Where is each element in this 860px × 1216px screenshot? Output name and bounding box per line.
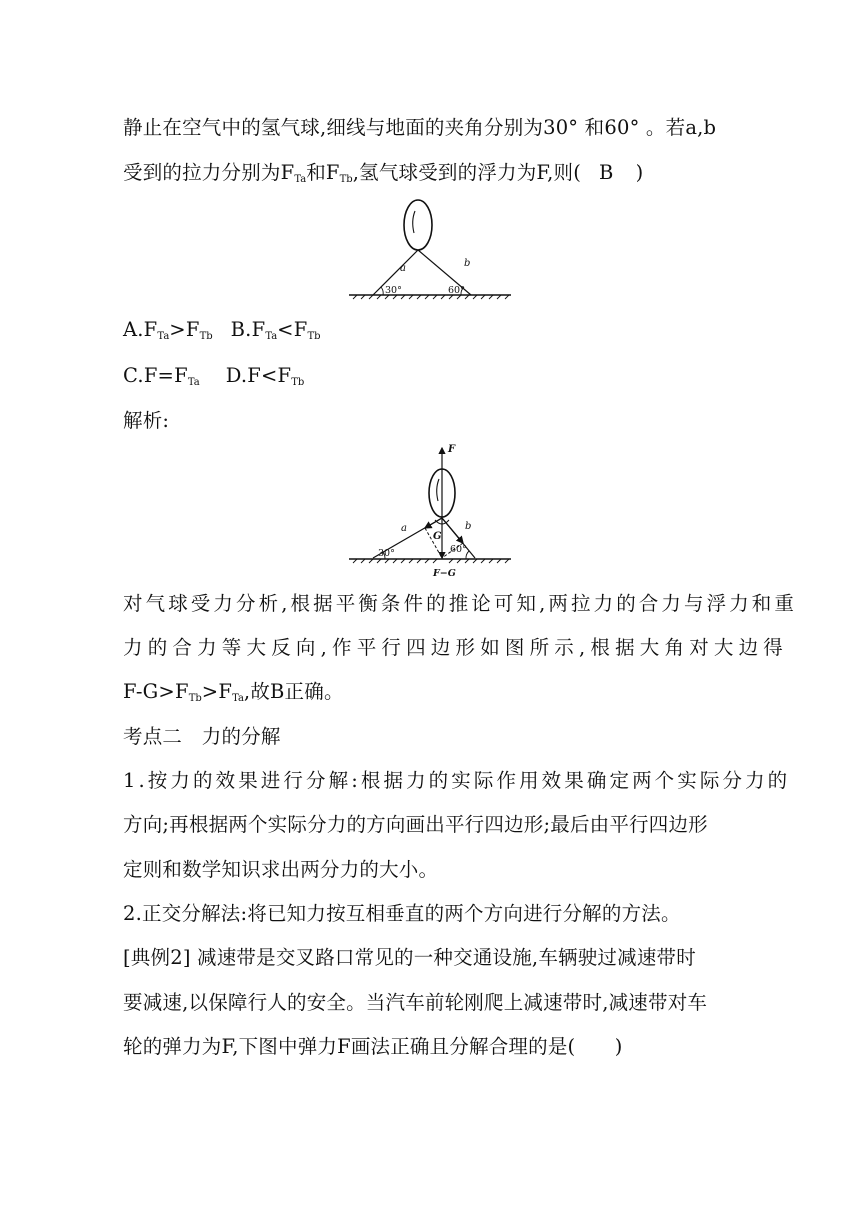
option-text: >F (169, 318, 200, 341)
point-line-3: 定则和数学知识求出两分力的大小。 (123, 858, 439, 881)
option-c (123, 364, 200, 387)
figure-force-analysis (345, 440, 515, 583)
subscript: Tb (291, 377, 305, 388)
balloon-shape (404, 200, 432, 250)
example-line-3: 轮的弹力为F,下图中弹力F画法正确且分解合理的是( ) (123, 1035, 623, 1058)
options-row-1 (123, 320, 321, 342)
label-F-minus-G: F−G (433, 568, 456, 579)
problem-text: 和F (306, 161, 340, 184)
subscript: Tb (307, 331, 321, 342)
point-line-1: 1.按力的效果进行分解:根据力的实际作用效果确定两个实际分力的 (123, 769, 791, 792)
explanation-line-3 (123, 682, 344, 704)
label-a: a (400, 263, 406, 274)
explanation-line-1: 对气球受力分析,根据平衡条件的推论可知,两拉力的合力与浮力和重 (123, 592, 797, 615)
option-text: C.F=F (123, 364, 188, 387)
explanation-line-2: 力的合力等大反向,作平行四边形如图所示,根据大角对大边得 (123, 636, 788, 659)
explanation-text: >F (201, 680, 233, 703)
option-text: <F (277, 318, 308, 341)
subscript: Tb (188, 693, 202, 704)
angle-label-60: 60° (450, 544, 467, 555)
option-text: D.F<F (225, 364, 292, 387)
angle-label-30: 30° (378, 548, 395, 559)
example-line-2: 要减速,以保障行人的安全。当汽车前轮刚爬上减速带时,减速带对车 (123, 991, 708, 1014)
angle-label-60: 60° (448, 285, 465, 296)
option-a (123, 318, 213, 341)
angle-label-30: 30° (385, 285, 402, 296)
subscript: Ta (294, 174, 307, 185)
analysis-label: 解析: (123, 409, 170, 432)
subscript: Ta (232, 693, 244, 704)
label-F: F (448, 444, 456, 455)
label-b: b (464, 258, 471, 269)
subscript: Ta (157, 331, 170, 342)
option-text: B.F (230, 318, 266, 341)
force-b-arrow (442, 518, 463, 543)
options-row-2 (123, 366, 304, 388)
label-G: G (433, 531, 442, 542)
problem-text: 受到的拉力分别为F (123, 161, 295, 184)
example-line-1: [典例2] 减速带是交叉路口常见的一种交通设施,车辆驶过减速带时 (123, 946, 696, 969)
option-text: A.F (123, 318, 158, 341)
problem-line-1: 静止在空气中的氢气球,细线与地面的夹角分别为30° 和60° 。若a,b (123, 116, 717, 139)
subscript: Ta (187, 377, 200, 388)
point-line-4: 2.正交分解法:将已知力按互相垂直的两个方向进行分解的方法。 (123, 902, 681, 925)
subscript: Ta (265, 331, 278, 342)
explanation-text: ,故B正确。 (243, 680, 344, 703)
point-line-2: 方向;再根据两个实际分力的方向画出平行四边形;最后由平行四边形 (123, 813, 708, 836)
section-title: 考点二 力的分解 (123, 725, 281, 748)
option-d (226, 364, 305, 387)
subscript: Tb (199, 331, 213, 342)
answer-letter: B (599, 161, 614, 184)
subscript: Tb (339, 174, 353, 185)
problem-text: ,氢气球受到的浮力为F,则( (352, 161, 582, 184)
explanation-text: F-G>F (123, 680, 189, 703)
problem-text: ) (635, 161, 644, 184)
label-b: b (465, 521, 472, 532)
option-b (231, 318, 321, 341)
figure-balloon-tension (345, 193, 515, 303)
problem-line-2 (123, 163, 643, 185)
label-a: a (401, 523, 407, 534)
